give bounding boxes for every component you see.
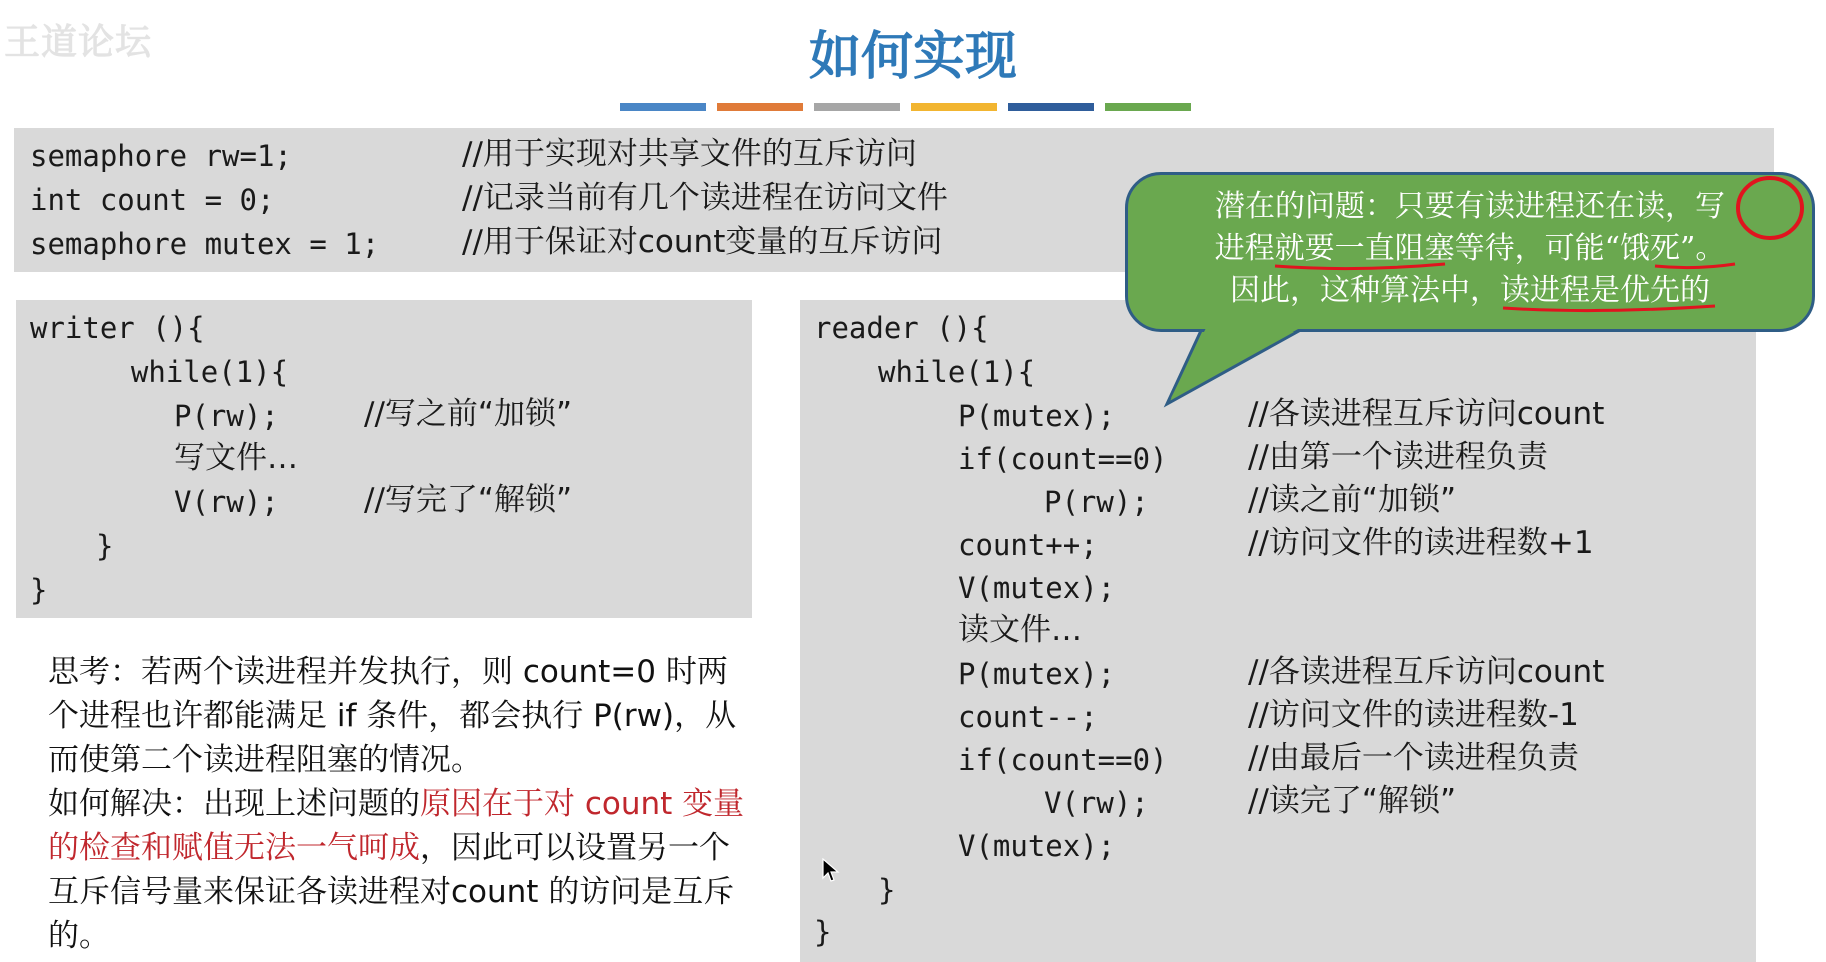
code-line: V(rw);: [174, 485, 279, 519]
comment-text: //读完了“解锁”: [1248, 783, 1457, 819]
writer-code-panel: [16, 300, 752, 618]
code-line: [958, 610, 1082, 650]
code-line: count++;: [958, 528, 1098, 562]
code-comment: [364, 394, 572, 434]
code-line: }: [878, 873, 896, 907]
code-text: 读文件…: [958, 612, 1082, 648]
code-comment: [1248, 781, 1456, 821]
code-text: 写文件…: [174, 440, 298, 476]
code-comment: [1248, 480, 1456, 520]
slide-title: 如何实现: [808, 27, 1017, 87]
code-line: }: [96, 529, 114, 563]
code-line: P(rw);: [1044, 485, 1149, 519]
comment-text: //访问文件的读进程数+1: [1248, 525, 1594, 561]
comment-text: //各读进程互斥访问count: [1248, 396, 1605, 432]
comment-text: //用于保证对count变量的互斥访问: [462, 224, 943, 260]
code-line: V(mutex);: [958, 829, 1116, 863]
thinking-note: [48, 650, 748, 958]
red-annotation-marks: [1125, 172, 1825, 412]
code-line: [174, 438, 298, 478]
color-bar: [1105, 103, 1191, 111]
comment-text: //记录当前有几个读进程在访问文件: [462, 180, 948, 216]
watermark-logo: 王道论坛: [4, 22, 153, 63]
color-bar: [1008, 103, 1094, 111]
bubble-line: 因此，这种算法中，读进程是优先的: [1230, 273, 1710, 308]
code-comment: [364, 480, 572, 520]
bubble-line: 进程就要一直阻塞等待，可能“饿死”。: [1214, 231, 1726, 266]
note-solution-lead: 如何解决：出现上述问题的: [48, 786, 420, 822]
code-line: V(rw);: [1044, 786, 1149, 820]
comment-text: //用于实现对共享文件的互斥访问: [462, 136, 917, 172]
bubble-line: 潜在的问题：只要有读进程还在读，写: [1215, 189, 1725, 224]
code-line: }: [30, 573, 48, 607]
code-line: P(mutex);: [958, 399, 1116, 433]
code-line: if(count==0): [958, 743, 1168, 777]
code-text: semaphore rw=1;: [30, 139, 292, 173]
color-bar: [620, 103, 706, 111]
color-bar: [814, 103, 900, 111]
comment-text: //访问文件的读进程数-1: [1248, 697, 1579, 733]
code-line: reader (){: [814, 311, 989, 345]
comment-text: //读之前“加锁”: [1248, 482, 1457, 518]
code-line: V(mutex);: [958, 571, 1116, 605]
code-comment: [1248, 738, 1579, 778]
code-line: [30, 136, 292, 176]
color-bar: [717, 103, 803, 111]
code-line: P(mutex);: [958, 657, 1116, 691]
comment-text: //各读进程互斥访问count: [1248, 654, 1605, 690]
code-line: writer (){: [30, 311, 205, 345]
code-line: if(count==0): [958, 442, 1168, 476]
comment-text: //写完了“解锁”: [364, 482, 573, 518]
code-line: [30, 224, 379, 264]
mouse-cursor-icon: [822, 858, 840, 884]
code-comment: [1248, 437, 1548, 477]
note-solution-rest: ，因此可以设置另一个互斥信号量来保证各读进程对count 的访问是互斥的。: [48, 830, 735, 954]
comment-text: //写之前“加锁”: [364, 396, 573, 432]
code-comment: [462, 134, 917, 174]
note-question: 思考：若两个读进程并发执行，则 count=0 时两个进程也许都能满足 if 条件，都会执行 P(rw)，从而使第二个读进程阻塞的情况。: [48, 654, 737, 778]
code-line: while(1){: [96, 355, 289, 389]
code-text: int count = 0;: [30, 183, 275, 217]
code-comment: [1248, 652, 1604, 692]
code-line: while(1){: [878, 355, 1036, 389]
code-comment: [1248, 523, 1594, 563]
code-line: }: [814, 915, 832, 949]
color-bar: [911, 103, 997, 111]
code-comment: [462, 222, 942, 262]
comment-text: //由最后一个读进程负责: [1248, 740, 1579, 776]
callout-bubble: [1125, 172, 1825, 412]
code-text: semaphore mutex = 1;: [30, 227, 380, 261]
note-solution-highlight: 原因在于对 count 变量的检查和赋值无法一气呵成: [48, 786, 745, 866]
code-line: [30, 180, 274, 220]
comment-text: //由第一个读进程负责: [1248, 439, 1548, 475]
code-line: P(rw);: [174, 399, 279, 433]
code-comment: [462, 178, 948, 218]
code-comment: [1248, 695, 1579, 735]
code-line: count--;: [958, 700, 1098, 734]
